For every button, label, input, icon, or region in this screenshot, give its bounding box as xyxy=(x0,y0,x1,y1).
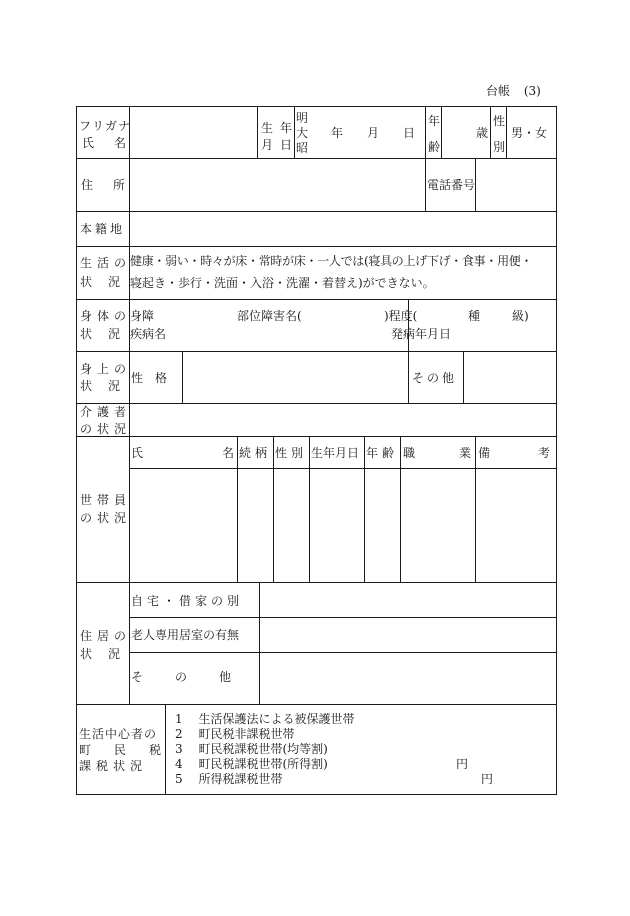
tax-option-number: 5 xyxy=(175,772,183,786)
tax-option-text: 町民税非課税世帯 xyxy=(198,727,295,741)
disability-grade-label: 級) xyxy=(512,309,529,323)
ledger-header xyxy=(486,85,541,97)
phone-label: 電話番号 xyxy=(427,178,476,192)
ledger-number: (3) xyxy=(523,84,541,98)
household-column-divider xyxy=(309,436,310,583)
tax-option-number: 2 xyxy=(175,727,183,741)
cell-divider xyxy=(294,106,295,159)
residence-item-ownership: 自宅・借家の別 xyxy=(131,594,244,608)
birth-year-unit: 年 xyxy=(331,126,344,140)
row-divider xyxy=(76,211,557,212)
form-border-top xyxy=(76,106,557,107)
furigana-label: フ リ ガ ナ xyxy=(79,119,132,133)
era-meiji: 明 xyxy=(296,111,309,125)
personality-label: 性 格 xyxy=(131,371,168,385)
sex-options: 男・女 xyxy=(511,126,548,140)
household-column-divider xyxy=(237,436,238,583)
cell-divider xyxy=(506,106,507,159)
living-label-line2: 状 況 xyxy=(80,275,123,289)
cell-divider xyxy=(257,106,258,159)
caregiver-label-line1: 介護者 xyxy=(80,405,132,419)
household-col-name: 氏 名 xyxy=(131,446,234,460)
disability-kind-label: 種 xyxy=(468,309,481,323)
age-label: 年齢 xyxy=(428,114,441,154)
personal-label-line2: 状 況 xyxy=(80,379,123,393)
row-divider xyxy=(76,704,557,705)
name-label: 氏 名 xyxy=(82,136,126,150)
tax-option-text: 町民税課税世帯(所得割) xyxy=(198,757,328,771)
tax-option-number: 4 xyxy=(175,757,183,771)
tax-option-unit: 円 xyxy=(481,772,494,786)
tax-option-text: 所得税課税世帯 xyxy=(198,772,283,786)
cell-divider xyxy=(182,351,183,404)
residence-label-line1: 住居の xyxy=(80,629,132,643)
tax-option-unit: 円 xyxy=(456,757,469,771)
physical-label-line1: 身体の xyxy=(80,309,132,323)
age-unit: 歳 xyxy=(476,126,489,140)
address-label: 住 所 xyxy=(81,178,125,192)
cell-divider xyxy=(408,299,409,352)
household-col-birthdate: 生年月日 xyxy=(311,446,360,460)
residence-item-other: そ の 他 xyxy=(131,670,242,684)
residence-label-line2: 状 況 xyxy=(80,647,123,661)
birth-label-col2: 年日 xyxy=(280,121,293,152)
disease-label: 疾病名 xyxy=(130,327,167,341)
household-header-line xyxy=(129,468,557,469)
row-divider xyxy=(76,158,557,159)
tax-option-text: 生活保護法による被保護世帯 xyxy=(198,712,355,726)
onset-label: 発病年月日 xyxy=(391,327,452,341)
row-divider xyxy=(76,351,557,352)
row-divider xyxy=(76,403,557,404)
residence-line xyxy=(129,617,557,618)
tax-option xyxy=(175,713,354,725)
household-column-divider xyxy=(273,436,274,583)
living-label-line1: 生活の xyxy=(80,256,132,270)
era-marks xyxy=(296,111,308,156)
tax-label-line1: 生活中心者の xyxy=(79,727,158,741)
form-border-left xyxy=(76,106,77,795)
caregiver-label-line2: の状況 xyxy=(80,422,132,436)
household-column-divider xyxy=(475,436,476,583)
tax-option xyxy=(175,728,294,740)
household-label-line1: 世帯員 xyxy=(80,493,132,507)
form-border-bottom xyxy=(76,794,557,795)
label-column-divider xyxy=(165,704,166,794)
disability-degree-label: )程度( xyxy=(384,309,418,323)
household-column-divider xyxy=(400,436,401,583)
tax-label-line3: 課税状況 xyxy=(79,759,148,773)
row-divider xyxy=(76,582,557,583)
personal-other-label: その他 xyxy=(412,371,458,385)
household-column-divider xyxy=(364,436,365,583)
household-label-line2: の状況 xyxy=(80,511,132,525)
tax-option-number: 3 xyxy=(175,742,183,756)
residence-divider xyxy=(259,582,260,705)
physical-label-line2: 状 況 xyxy=(80,327,123,341)
residence-item-room: 老人専用居室の有無 xyxy=(131,628,240,642)
residence-line xyxy=(129,652,557,653)
birth-label-col1: 生月 xyxy=(261,121,274,152)
cell-divider xyxy=(490,106,491,159)
domicile-label: 本籍地 xyxy=(80,222,126,236)
household-col-remarks: 備 考 xyxy=(478,446,550,460)
row-divider xyxy=(76,299,557,300)
tax-option-number: 1 xyxy=(175,712,183,726)
era-taisho: 大 xyxy=(296,126,309,140)
household-col-relation: 続柄 xyxy=(239,446,272,460)
birth-month-unit: 月 xyxy=(367,126,380,140)
disability-label: 身障 xyxy=(130,309,155,323)
household-col-age: 年齢 xyxy=(366,446,399,460)
era-showa: 昭 xyxy=(296,141,309,155)
cell-divider xyxy=(475,158,476,212)
household-col-occupation: 職 業 xyxy=(403,446,471,460)
living-text-line1: 健康・弱い・時々が床・常時が床・一人では(寝具の上げ下げ・食事・用便・ xyxy=(130,254,533,268)
sex-label: 性別 xyxy=(493,114,506,154)
tax-option xyxy=(175,773,515,785)
tax-option xyxy=(175,758,515,770)
tax-option-text: 町民税課税世帯(均等割) xyxy=(198,742,328,756)
cell-divider xyxy=(463,351,464,404)
cell-divider xyxy=(408,351,409,404)
cell-divider xyxy=(425,158,426,212)
tax-label-line2: 町 民 税 xyxy=(79,743,161,757)
tax-option xyxy=(175,743,328,755)
cell-divider xyxy=(425,106,426,159)
cell-divider xyxy=(441,106,442,159)
row-divider xyxy=(76,436,557,437)
living-text-line2: 寝起き・歩行・洗面・入浴・洗濯・着替え)ができない。 xyxy=(130,276,435,290)
row-divider xyxy=(76,246,557,247)
disability-part-label: 部位障害名( xyxy=(237,309,302,323)
household-col-sex: 性別 xyxy=(275,446,308,460)
birth-day-unit: 日 xyxy=(403,126,416,140)
ledger-label: 台帳 xyxy=(486,84,511,98)
form-border-right xyxy=(556,106,557,795)
personal-label-line1: 身上の xyxy=(80,362,132,376)
